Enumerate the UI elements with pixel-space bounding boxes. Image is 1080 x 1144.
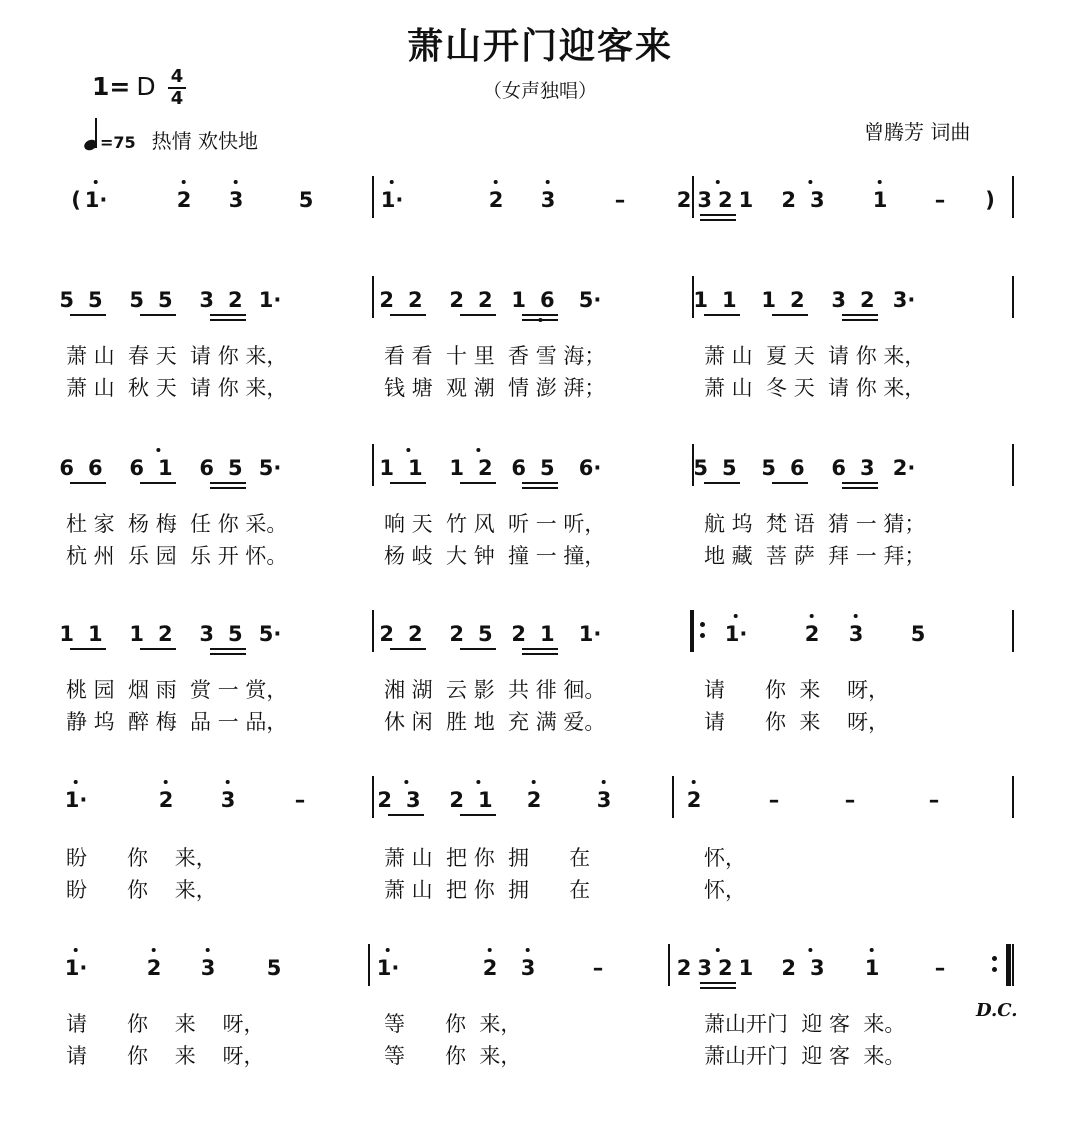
key-note: D: [136, 72, 156, 101]
key-signature: [92, 72, 156, 101]
note-token: –: [614, 188, 626, 212]
octave-dot: [854, 614, 858, 618]
barline: [372, 276, 374, 318]
octave-dot: [716, 180, 720, 184]
lyric-segment: 地 藏 菩 萨 拜 一 拜；: [704, 544, 926, 568]
note-token: 65: [511, 456, 569, 480]
lyric-segment: 盼 你 来，: [66, 846, 217, 870]
note-token: 2321: [677, 188, 759, 212]
beam-line: [522, 482, 558, 484]
beam-line: [700, 214, 736, 216]
lyric-segment: 湘 湖 云 影 共 徘 徊。: [384, 678, 606, 702]
barline: [1012, 444, 1014, 486]
octave-dot: [156, 448, 160, 452]
note-token: 1·: [258, 288, 282, 312]
note-token: 21: [511, 622, 569, 646]
quarter-note-icon: [84, 118, 98, 154]
note-token: 1·: [725, 622, 748, 646]
note-token: 11: [379, 456, 436, 480]
repeat-dots: [700, 616, 705, 644]
note-token: 23: [377, 788, 434, 812]
note-token: 2: [483, 956, 498, 980]
note-token: 63: [831, 456, 889, 480]
time-bottom: 4: [170, 88, 184, 109]
note-token: 16: [511, 288, 568, 312]
note-token: 1·: [377, 956, 400, 980]
octave-dot: [152, 948, 156, 952]
barline: [368, 944, 370, 986]
octave-dot: [808, 180, 812, 184]
octave-dot: [808, 948, 812, 952]
barline: [1012, 176, 1014, 218]
lyric-segment: 航 坞 梵 语 猜 一 猜；: [704, 512, 926, 536]
beam-line: [522, 648, 558, 650]
beam-line: [70, 314, 106, 316]
note-token: 3: [521, 956, 536, 980]
note-token: 5·: [258, 622, 282, 646]
note-token: 3: [597, 788, 612, 812]
lyric-segment: 萧 山 冬 天 请 你 来，: [704, 376, 926, 400]
note-token: 5: [298, 188, 314, 212]
beam-line: [772, 482, 808, 484]
repeat-dots: [992, 950, 997, 978]
octave-dot: [234, 180, 238, 184]
note-token: –: [592, 956, 604, 980]
octave-dot: [494, 180, 498, 184]
note-token: 23: [781, 188, 838, 212]
note-token: (: [71, 188, 81, 212]
note-token: 1: [873, 188, 888, 212]
lyric-segment: 休 闲 胜 地 充 满 爱。: [384, 710, 606, 734]
note-token: 1·: [65, 788, 88, 812]
note-token: 2: [805, 622, 820, 646]
octave-dot: [532, 780, 536, 784]
octave-dot: [526, 948, 530, 952]
barline: [372, 444, 374, 486]
beam-line: [140, 314, 176, 316]
lyric-segment: 盼 你 来，: [66, 878, 217, 902]
beam-line: [390, 482, 426, 484]
octave-dot: [810, 614, 814, 618]
beam-line: [210, 482, 246, 484]
barline: [372, 776, 374, 818]
repeat-end-thick: [1006, 944, 1011, 986]
beam-line: [772, 314, 808, 316]
note-token: 3: [849, 622, 864, 646]
beam-line: [460, 648, 496, 650]
time-signature: [168, 68, 186, 108]
beam-line: [210, 319, 246, 321]
song-subtitle: （女声独唱）: [482, 80, 597, 102]
note-token: 22: [379, 622, 437, 646]
note-token: 66: [59, 456, 117, 480]
lyric-segment: 萧山开门 迎 客 来。: [704, 1012, 906, 1036]
note-token: –: [934, 188, 946, 212]
octave-dot: [602, 780, 606, 784]
beam-line: [140, 648, 176, 650]
note-token: 3: [201, 956, 216, 980]
lyric-segment: 等 你 来，: [384, 1012, 522, 1036]
beam-line: [140, 482, 176, 484]
beam-line: [460, 482, 496, 484]
note-token: 55: [59, 288, 117, 312]
note-token: 61: [129, 456, 186, 480]
note-token: 21: [449, 788, 506, 812]
note-token: 25: [449, 622, 507, 646]
repeat-start-thick: [690, 610, 694, 652]
beam-line: [522, 487, 558, 489]
lyric-segment: 看 看 十 里 香 雪 海；: [384, 344, 606, 368]
note-token: 12: [761, 288, 819, 312]
lyric-segment: 萧 山 夏 天 请 你 来，: [704, 344, 926, 368]
lyric-segment: 杜 家 杨 梅 任 你 采。: [66, 512, 288, 536]
beam-line: [388, 814, 424, 816]
tempo-marking: [84, 118, 258, 154]
lyric-segment: 响 天 竹 风 听 一 听，: [384, 512, 606, 536]
octave-dot: [164, 780, 168, 784]
octave-dot: [878, 180, 882, 184]
barline: [1012, 276, 1014, 318]
beam-line: [522, 653, 558, 655]
note-token: 2: [489, 188, 504, 212]
beam-line: [390, 314, 426, 316]
note-token: –: [294, 788, 306, 812]
octave-dot: [488, 948, 492, 952]
beam-line: [700, 982, 736, 984]
barline: [1012, 610, 1014, 652]
octave-dot: [716, 948, 720, 952]
octave-dot: [734, 614, 738, 618]
lyric-segment: 杭 州 乐 园 乐 开 怀。: [66, 544, 288, 568]
lyric-segment: 等 你 来，: [384, 1044, 522, 1068]
lyric-segment: 请 你 来 呀，: [66, 1044, 265, 1068]
note-token: 32: [831, 288, 889, 312]
octave-dot: [226, 780, 230, 784]
octave-dot: [390, 180, 394, 184]
barline: [1012, 944, 1014, 986]
note-token: 3: [541, 188, 556, 212]
lyric-segment: 杨 岐 大 钟 撞 一 撞，: [384, 544, 606, 568]
note-token: ): [985, 188, 995, 212]
beam-line: [700, 219, 736, 221]
barline: [1012, 776, 1014, 818]
note-token: 1·: [65, 956, 88, 980]
note-token: 11: [59, 622, 117, 646]
lyric-segment: 桃 园 烟 雨 赏 一 赏，: [66, 678, 288, 702]
lyric-segment: 萧 山 把 你 拥 在: [384, 846, 591, 870]
note-token: 12: [129, 622, 187, 646]
lyric-segment: 萧 山 秋 天 请 你 来，: [66, 376, 288, 400]
note-token: 2: [159, 788, 174, 812]
beam-line: [522, 319, 558, 321]
beam-line: [460, 814, 496, 816]
octave-dot: [692, 780, 696, 784]
beam-line: [842, 487, 878, 489]
tempo-value: =75: [100, 133, 136, 152]
note-token: 5·: [258, 456, 282, 480]
song-title: 萧山开门迎客来: [406, 25, 673, 67]
beam-line: [210, 487, 246, 489]
lyric-segment: 怀，: [704, 846, 746, 870]
octave-dot: [406, 448, 410, 452]
note-token: –: [934, 956, 946, 980]
note-token: –: [844, 788, 856, 812]
note-token: 5·: [578, 288, 602, 312]
note-token: 22: [449, 288, 507, 312]
octave-dot: [870, 948, 874, 952]
lyric-segment: 萧山开门 迎 客 来。: [704, 1044, 906, 1068]
beam-line: [700, 987, 736, 989]
note-token: 2·: [892, 456, 916, 480]
beam-line: [704, 314, 740, 316]
note-token: 3: [229, 188, 244, 212]
note-token: 2: [147, 956, 162, 980]
note-token: 22: [379, 288, 437, 312]
lyric-segment: 请 你 来 呀，: [704, 710, 890, 734]
note-token: 12: [449, 456, 506, 480]
note-token: 2: [527, 788, 542, 812]
note-token: 35: [199, 622, 257, 646]
barline: [668, 944, 670, 986]
beam-line: [210, 653, 246, 655]
octave-dot: [182, 180, 186, 184]
note-token: 6·: [578, 456, 602, 480]
beam-line: [842, 482, 878, 484]
octave-dot: [74, 948, 78, 952]
note-token: 5: [266, 956, 282, 980]
beam-line: [390, 648, 426, 650]
note-token: 56: [761, 456, 819, 480]
lyric-segment: 怀，: [704, 878, 746, 902]
note-token: –: [768, 788, 780, 812]
beam-line: [210, 648, 246, 650]
octave-dot: [94, 180, 98, 184]
lyric-segment: 请 你 来 呀，: [704, 678, 890, 702]
beam-line: [842, 319, 878, 321]
note-token: 2: [687, 788, 702, 812]
note-token: 5: [910, 622, 926, 646]
note-token: 32: [199, 288, 257, 312]
note-token: 23: [781, 956, 838, 980]
beam-line: [460, 314, 496, 316]
beam-line: [70, 648, 106, 650]
composer-credit: 曾腾芳 词曲: [864, 120, 971, 144]
octave-dot: [206, 948, 210, 952]
lyric-segment: 钱 塘 观 潮 情 澎 湃；: [384, 376, 606, 400]
octave-dot: [74, 780, 78, 784]
lyric-segment: 萧 山 把 你 拥 在: [384, 878, 591, 902]
note-token: 1·: [381, 188, 404, 212]
beam-line: [210, 314, 246, 316]
octave-dot: [404, 780, 408, 784]
lyric-segment: 静 坞 醉 梅 品 一 品，: [66, 710, 288, 734]
note-token: 65: [199, 456, 257, 480]
barline: [372, 610, 374, 652]
note-token: 3·: [892, 288, 916, 312]
beam-line: [704, 482, 740, 484]
note-token: 55: [693, 456, 751, 480]
octave-dot: [476, 448, 480, 452]
note-token: 1: [865, 956, 880, 980]
lyric-segment: 萧 山 春 天 请 你 来，: [66, 344, 288, 368]
note-token: 55: [129, 288, 187, 312]
key-label: 1=: [92, 72, 131, 101]
beam-line: [842, 314, 878, 316]
tempo-mood: 热情 欢快地: [151, 129, 259, 153]
barline: [672, 776, 674, 818]
beam-line: [522, 314, 558, 316]
note-token: 3: [221, 788, 236, 812]
note-token: 1·: [578, 622, 602, 646]
octave-dot: [386, 948, 390, 952]
dc-mark: D.C.: [976, 1000, 1018, 1021]
note-token: –: [928, 788, 940, 812]
time-top: 4: [170, 66, 184, 87]
octave-dot: [546, 180, 550, 184]
note-token: 11: [693, 288, 751, 312]
note-token: 2: [177, 188, 192, 212]
lyric-segment: 请 你 来 呀，: [66, 1012, 265, 1036]
octave-dot: [476, 780, 480, 784]
note-token: 2321: [677, 956, 759, 980]
barline: [372, 176, 374, 218]
note-token: 1·: [85, 188, 108, 212]
beam-line: [70, 482, 106, 484]
